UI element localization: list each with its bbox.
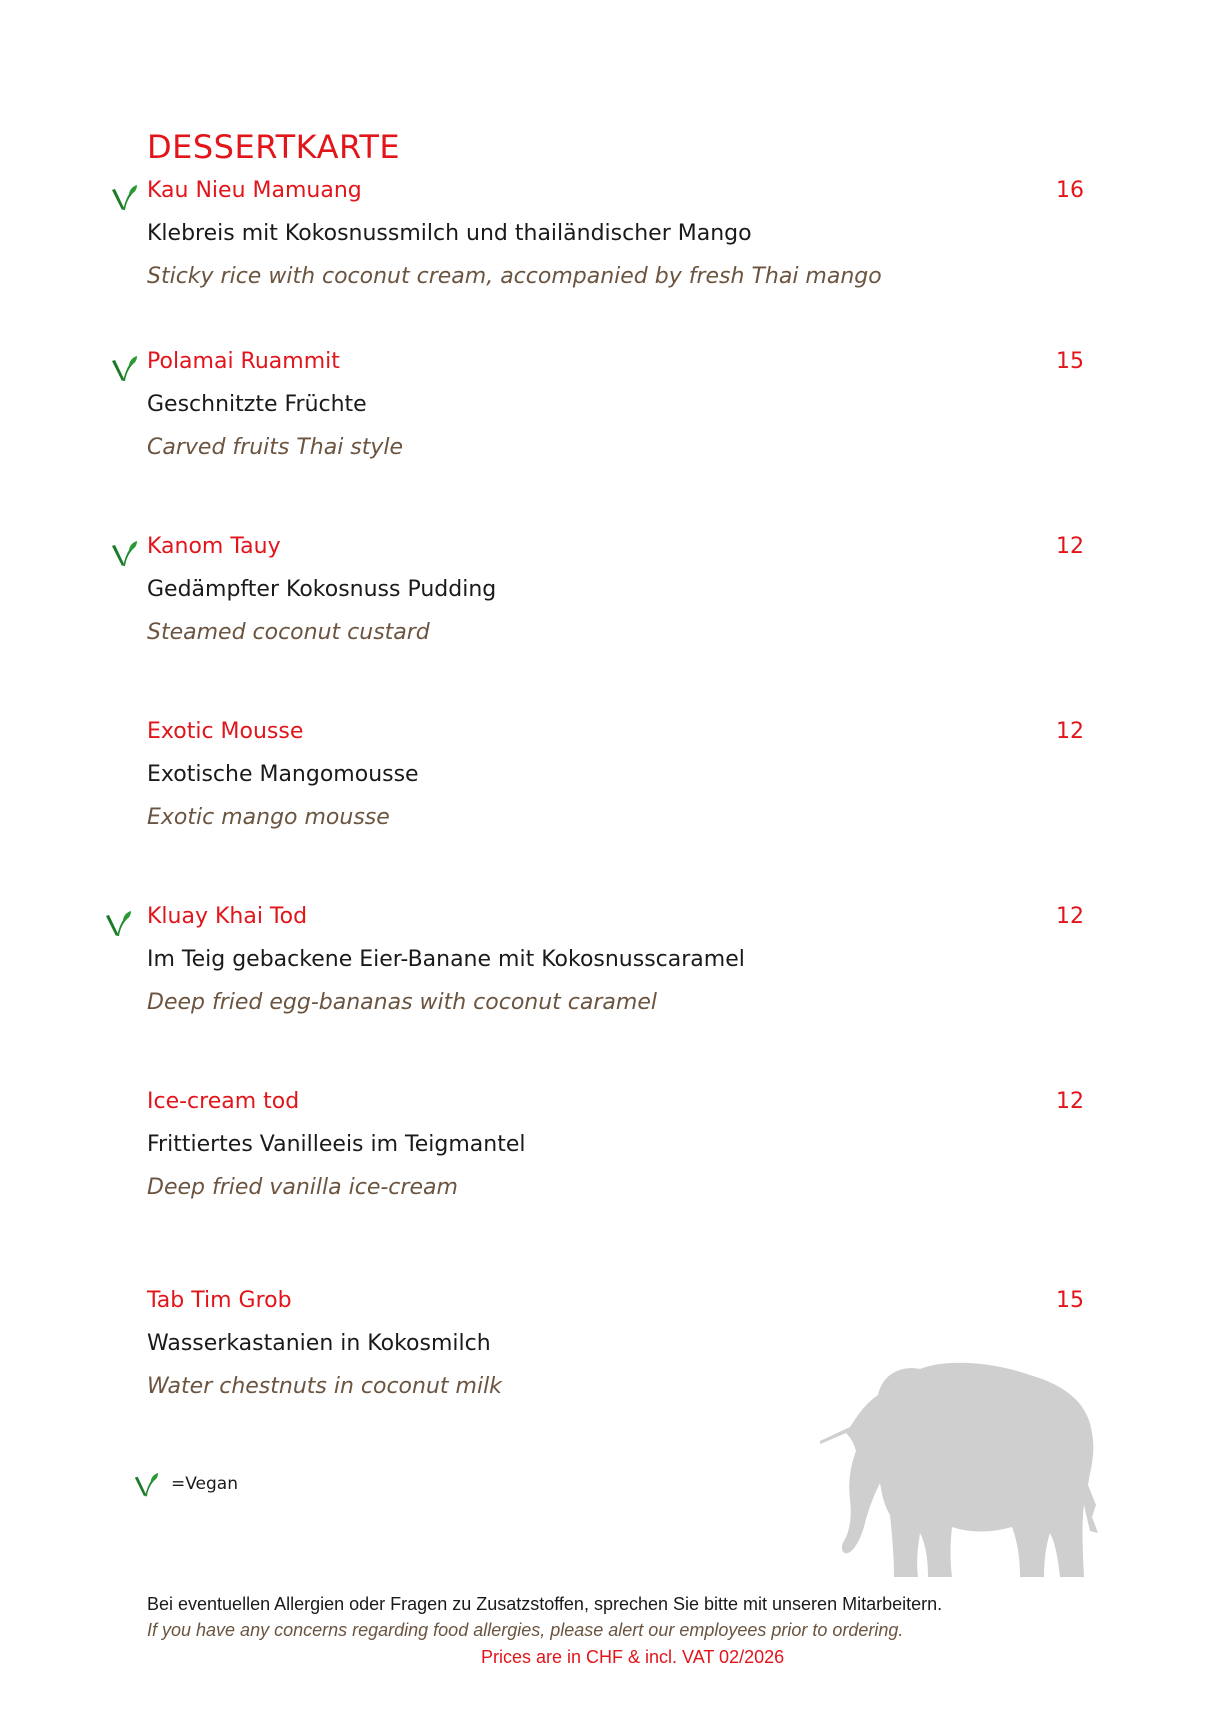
menu-item <box>0 904 1222 1024</box>
item-description-de: Gedämpfter Kokosnuss Pudding <box>147 577 497 602</box>
item-description-de: Wasserkastanien in Kokosmilch <box>147 1331 491 1356</box>
item-description-de: Im Teig gebackene Eier-Banane mit Kokosnusscaramel <box>147 947 745 972</box>
legend-text: =Vegan <box>171 1474 238 1494</box>
item-description-en: Deep fried egg-bananas with coconut caramel <box>147 990 657 1015</box>
item-description-de: Klebreis mit Kokosnussmilch und thailändischer Mango <box>147 221 752 246</box>
item-price: 12 <box>1056 904 1084 929</box>
item-price: 12 <box>1056 719 1084 744</box>
item-description-en: Sticky rice with coconut cream, accompanied by fresh Thai mango <box>147 264 882 289</box>
item-price: 12 <box>1056 534 1084 559</box>
menu-item <box>0 534 1222 654</box>
item-description-en: Steamed coconut custard <box>147 620 430 645</box>
item-description-en: Water chestnuts in coconut milk <box>147 1374 502 1399</box>
menu-title: DESSERTKARTE <box>147 128 401 166</box>
vegan-leaf-icon <box>110 540 138 570</box>
item-name: Kau Nieu Mamuang <box>147 178 362 203</box>
item-description-de: Exotische Mangomousse <box>147 762 419 787</box>
menu-item <box>0 349 1222 469</box>
menu-item <box>0 178 1222 298</box>
item-description-en: Carved fruits Thai style <box>147 435 404 460</box>
vegan-leaf-icon <box>104 910 132 940</box>
elephant-icon <box>820 1355 1120 1585</box>
item-name: Kanom Tauy <box>147 534 281 559</box>
allergy-note-en: If you have any concerns regarding food allergies, please alert our employees prior to ordering. <box>147 1620 904 1640</box>
item-name: Tab Tim Grob <box>147 1288 292 1313</box>
vegan-leaf-icon <box>133 1472 159 1500</box>
item-price: 16 <box>1056 178 1084 203</box>
item-name: Exotic Mousse <box>147 719 304 744</box>
item-description-en: Exotic mango mousse <box>147 805 390 830</box>
item-name: Polamai Ruammit <box>147 349 340 374</box>
price-note: Prices are in CHF & incl. VAT 02/2026 <box>481 1647 785 1667</box>
item-price: 15 <box>1056 349 1084 374</box>
item-name: Kluay Khai Tod <box>147 904 308 929</box>
item-description-en: Deep fried vanilla ice-cream <box>147 1175 458 1200</box>
vegan-leaf-icon <box>110 355 138 385</box>
item-name: Ice-cream tod <box>147 1089 300 1114</box>
item-price: 15 <box>1056 1288 1084 1313</box>
vegan-leaf-icon <box>110 184 138 214</box>
item-description-de: Geschnitzte Früchte <box>147 392 367 417</box>
menu-item <box>0 1089 1222 1209</box>
item-description-de: Frittiertes Vanilleeis im Teigmantel <box>147 1132 526 1157</box>
item-price: 12 <box>1056 1089 1084 1114</box>
allergy-note-de: Bei eventuellen Allergien oder Fragen zu Zusatzstoffen, sprechen Sie bitte mit unseren Mitarbeitern. <box>147 1594 943 1614</box>
menu-item <box>0 719 1222 839</box>
